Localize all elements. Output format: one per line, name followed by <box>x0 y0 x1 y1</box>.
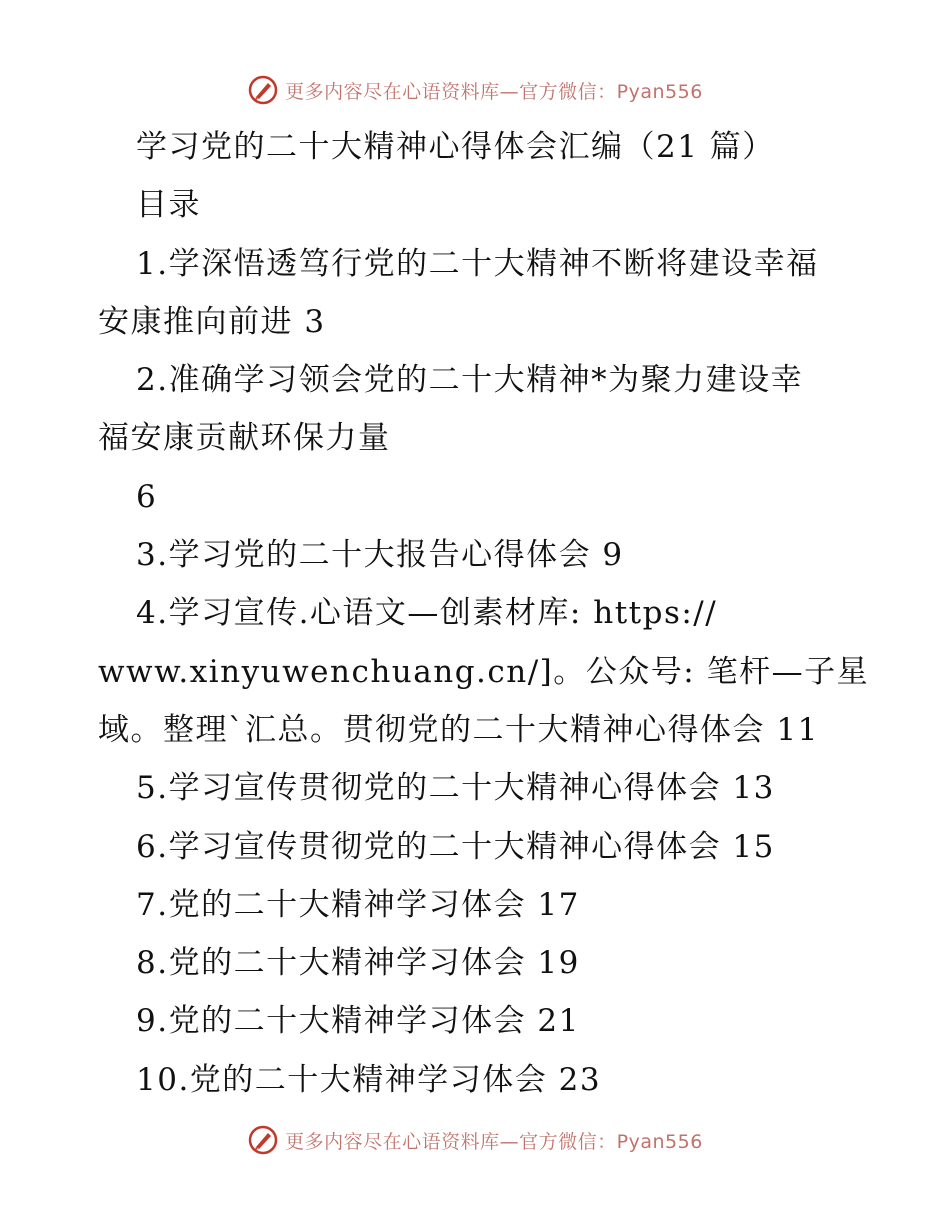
toc-entry <box>98 818 858 876</box>
toc-entry-line: 3.学习党的二十大报告心得体会 9 <box>136 537 624 574</box>
toc-entry-line: 6.学习宣传贯彻党的二十大精神心得体会 15 <box>136 828 775 865</box>
document-body <box>98 118 870 1109</box>
toc-entry <box>98 934 858 992</box>
pen-nib-logo-icon <box>247 74 279 106</box>
toc-entry-line: 安康推向前进 3 <box>98 303 326 340</box>
watermark-text: 更多内容尽在心语资料库—官方微信：Pyan556 <box>285 80 703 103</box>
toc-entry <box>98 351 858 526</box>
toc-entry-page: 6 <box>136 478 158 515</box>
toc-entry <box>98 526 858 584</box>
toc-entry <box>98 876 858 934</box>
toc-entry <box>98 1051 858 1109</box>
watermark-footer <box>0 1120 950 1160</box>
toc-entry-line: 10.党的二十大精神学习体会 23 <box>136 1061 602 1098</box>
toc-entry-line: 5.学习宣传贯彻党的二十大精神心得体会 13 <box>136 770 775 807</box>
pen-nib-logo-icon <box>247 1124 279 1156</box>
toc-entry-line: 福安康贡献环保力量 <box>98 420 391 457</box>
watermark-text: 更多内容尽在心语资料库—官方微信：Pyan556 <box>285 1130 703 1153</box>
toc-entry-line: 8.党的二十大精神学习体会 19 <box>136 945 580 982</box>
toc-entry-line: 1.学深悟透笃行党的二十大精神不断将建设幸福 <box>136 245 819 282</box>
toc-entry-line: 2.准确学习领会党的二十大精神*为聚力建设幸 <box>136 362 804 399</box>
watermark-header <box>0 70 950 110</box>
toc-heading: 目录 <box>136 187 201 224</box>
toc-entry <box>98 584 870 759</box>
toc-entry-line: 9.党的二十大精神学习体会 21 <box>136 1003 580 1040</box>
toc-entry <box>98 992 858 1050</box>
toc-entry-line: 7.党的二十大精神学习体会 17 <box>136 886 580 923</box>
toc-entry <box>98 759 858 817</box>
document-title: 学习党的二十大精神心得体会汇编（21 篇） <box>136 129 775 165</box>
toc-entry-line: 域。整理`汇总。贯彻党的二十大精神心得体会 11 <box>98 711 819 748</box>
toc-entry-line: www.xinyuwenchuang.cn/]。公众号: 笔杆—子星 <box>98 653 870 690</box>
toc-entry-line: 4.学习宣传.心语文—创素材库: https:// <box>136 595 718 632</box>
toc-entry <box>98 235 858 352</box>
